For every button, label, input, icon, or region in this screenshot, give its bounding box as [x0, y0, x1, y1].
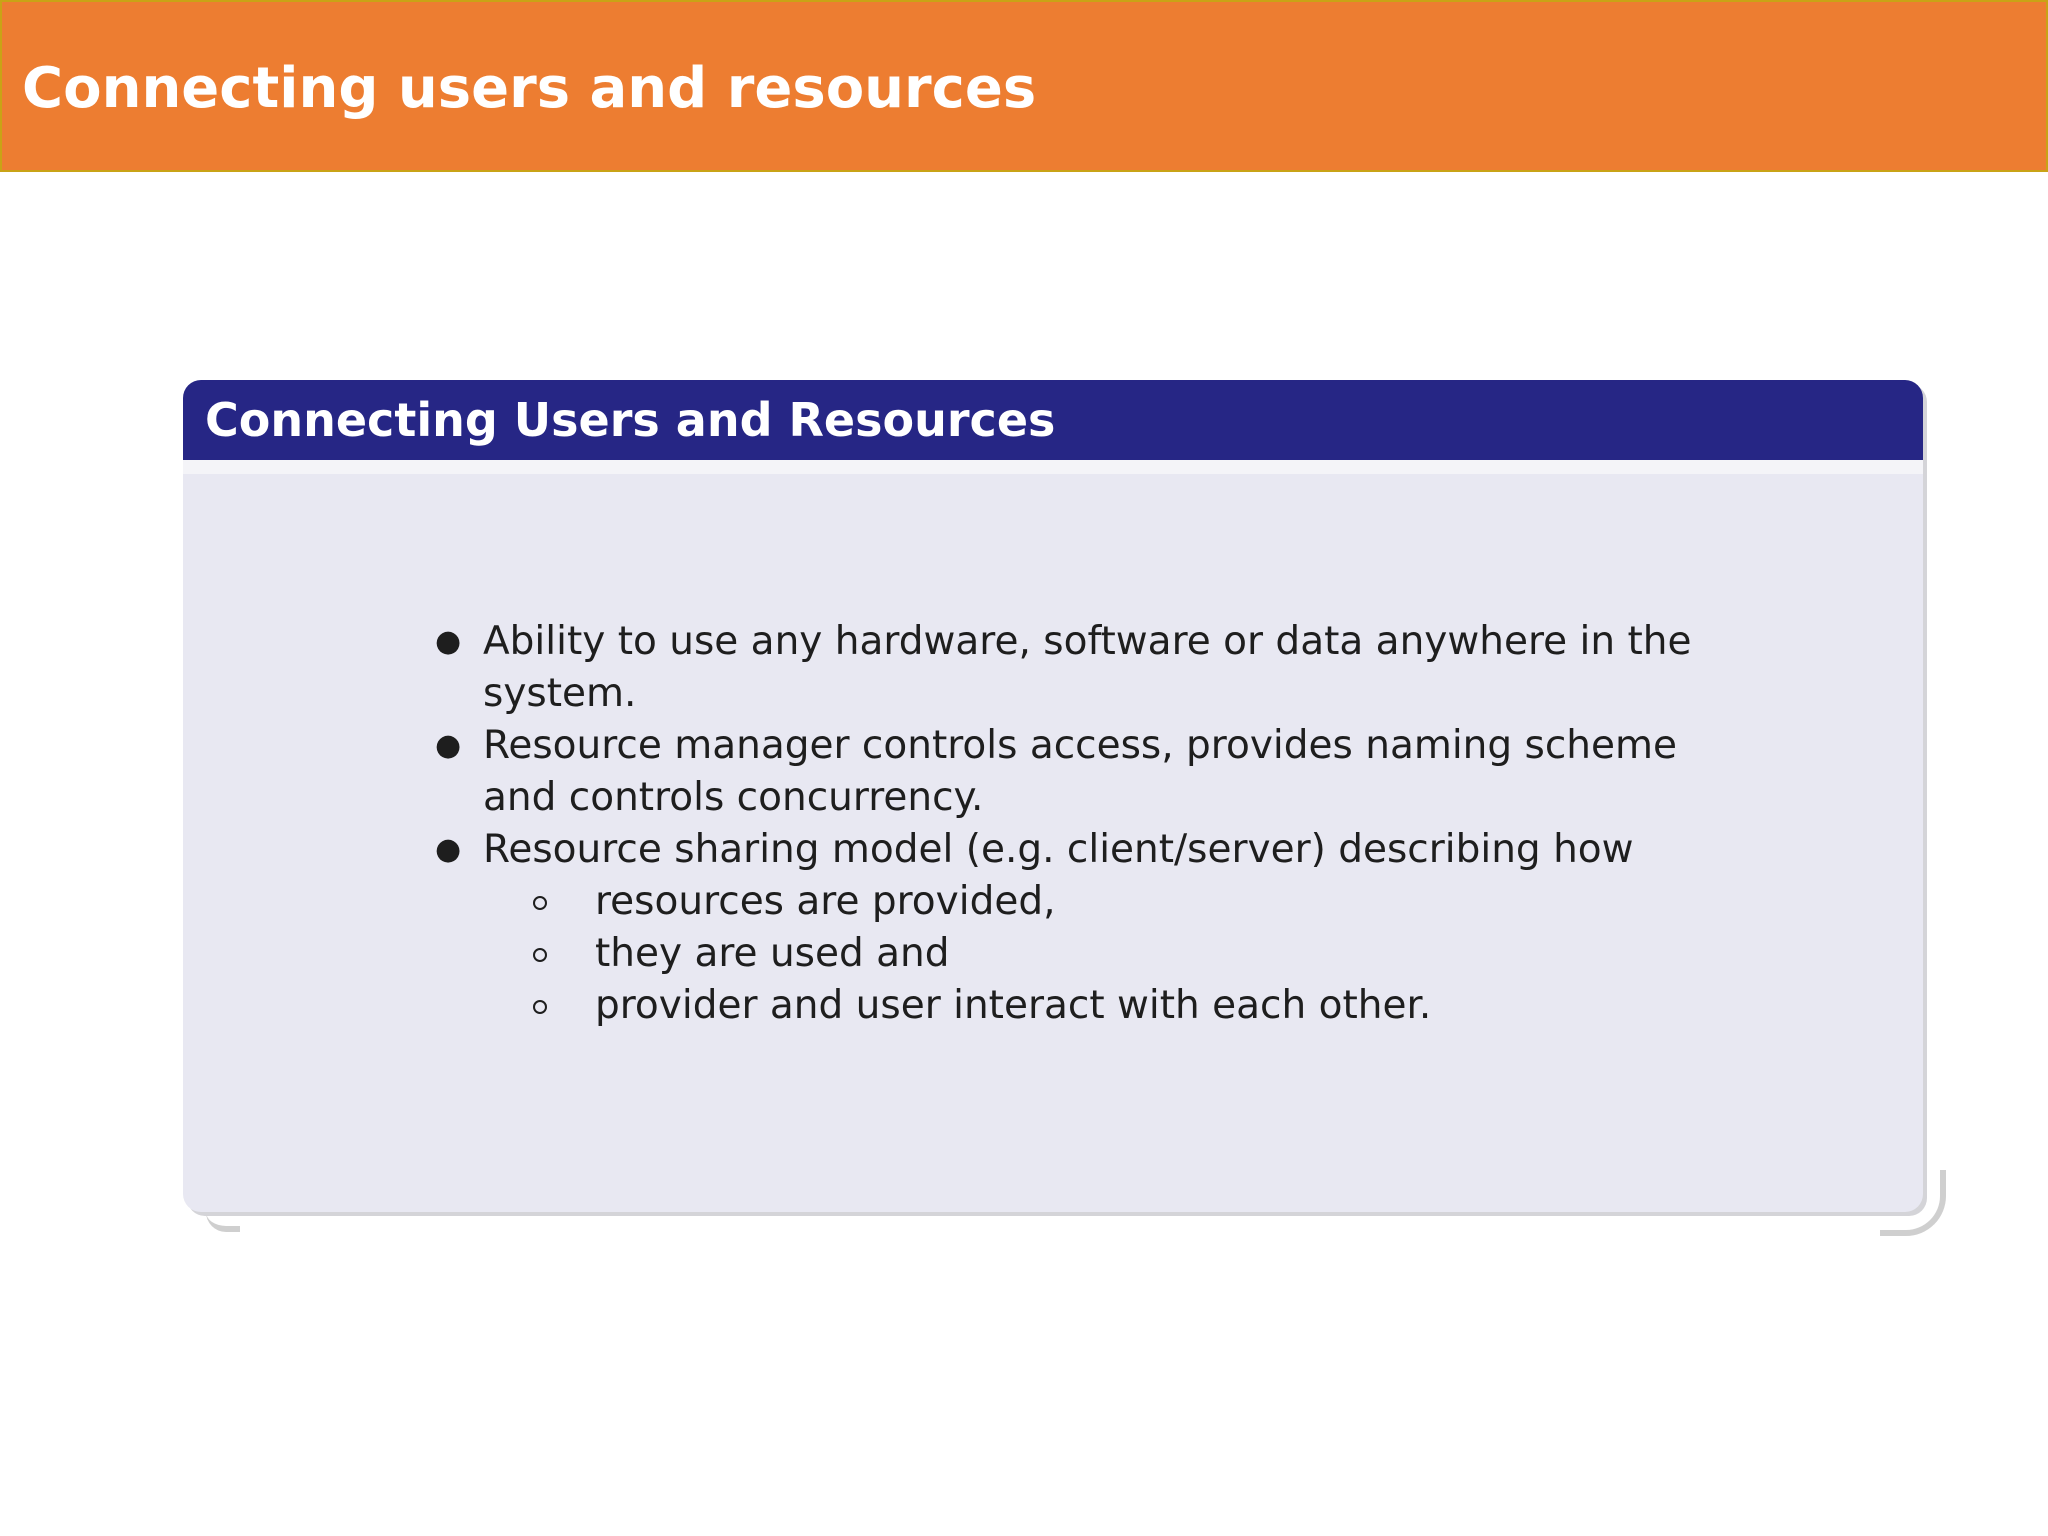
sub-bullet-item — [483, 876, 1723, 928]
card-title: Connecting Users and Resources — [205, 393, 1056, 447]
bullet-text: Resource sharing model (e.g. client/server) describing how — [483, 827, 1634, 872]
hollow-circle-bullet-icon — [533, 896, 547, 910]
sub-bullet-item — [483, 980, 1723, 1032]
bullet-text: Ability to use any hardware, software or data anywhere in the system. — [483, 619, 1692, 716]
hollow-circle-bullet-icon — [533, 948, 547, 962]
bullet-text: Resource manager controls access, provides naming scheme and controls concurrency. — [483, 723, 1677, 820]
slide-title: Connecting users and resources — [22, 56, 1037, 121]
bullet-dot-icon: ● — [435, 728, 462, 763]
bullet-item — [423, 824, 1723, 1032]
bullet-dot-icon: ● — [435, 832, 462, 867]
content-card — [183, 380, 1923, 1212]
card-header — [183, 380, 1923, 460]
sub-bullet-text: they are used and — [595, 931, 950, 976]
sub-bullet-text: provider and user interact with each other. — [595, 983, 1432, 1028]
sub-bullet-text: resources are provided, — [595, 879, 1056, 924]
title-bar — [0, 0, 2048, 172]
bullet-list — [423, 616, 1723, 1032]
bullet-dot-icon: ● — [435, 624, 462, 659]
card-header-divider — [183, 460, 1923, 474]
sub-bullet-list — [483, 876, 1723, 1032]
bullet-item — [423, 720, 1723, 824]
hollow-circle-bullet-icon — [533, 1000, 547, 1014]
sub-bullet-item — [483, 928, 1723, 980]
bullet-item — [423, 616, 1723, 720]
